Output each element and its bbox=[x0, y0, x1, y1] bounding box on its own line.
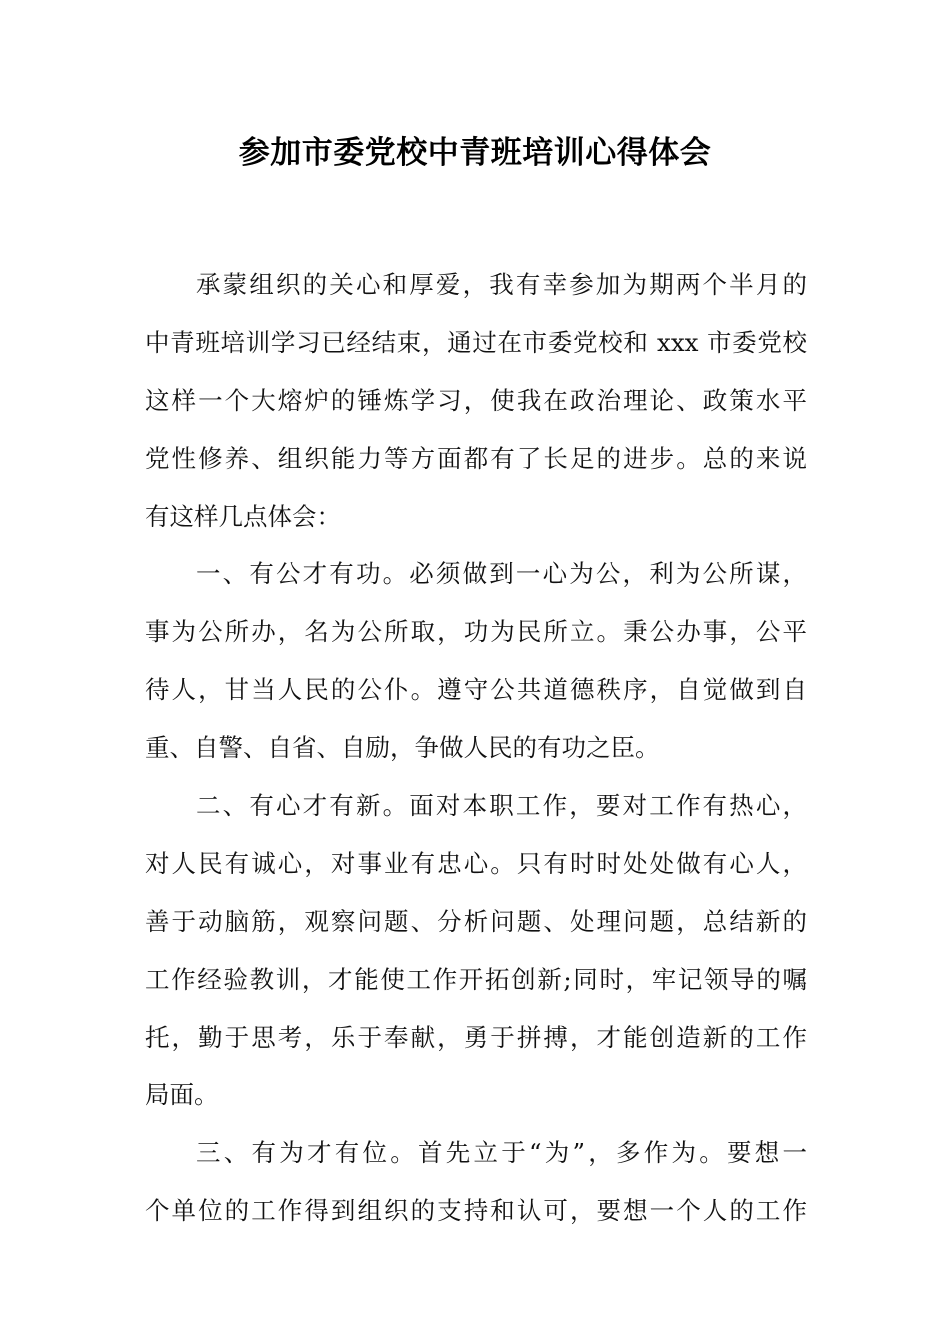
document-title: 参加市委党校中青班培训心得体会 bbox=[238, 135, 712, 171]
text-line: 托，勤于思考，乐于奉献，勇于拼搏，才能创造新的工作 bbox=[145, 1022, 807, 1052]
text-line: 承蒙组织的关心和厚爱，我有幸参加为期两个半月的 bbox=[196, 270, 807, 299]
document-body bbox=[145, 256, 807, 1240]
text-line: 重、自警、自省、自励，争做人民的有功之臣。 bbox=[145, 733, 660, 763]
text-line: 一、有公才有功。必须做到一心为公，利为公所谋， bbox=[196, 559, 807, 589]
text-line: 这样一个大熔炉的锤炼学习，使我在政治理论、政策水平 bbox=[145, 385, 807, 415]
text-line: 待人，甘当人民的公仆。遵守公共道德秩序，自觉做到自 bbox=[145, 675, 807, 705]
text-line: 善于动脑筋，观察问题、分析问题、处理问题，总结新的 bbox=[145, 906, 807, 936]
text-line: 工作经验教训，才能使工作开拓创新;同时，牢记领导的嘱 bbox=[145, 964, 807, 994]
text-line: 二、有心才有新。面对本职工作，要对工作有热心， bbox=[196, 791, 807, 821]
text-line: 三、有为才有位。首先立于“为”，多作为。要想一 bbox=[196, 1138, 807, 1168]
text-line: 党性修养、组织能力等方面都有了长足的进步。总的来说 bbox=[145, 443, 807, 473]
text-line: 有这样几点体会： bbox=[145, 501, 341, 531]
text-line: 中青班培训学习已经结束，通过在市委党校和 xxx 市委党校 bbox=[145, 327, 807, 357]
text-line: 局面。 bbox=[145, 1080, 219, 1110]
text-line: 对人民有诚心，对事业有忠心。只有时时处处做有心人， bbox=[145, 848, 807, 878]
text-line: 事为公所办，名为公所取，功为民所立。秉公办事，公平 bbox=[145, 617, 807, 647]
text-line: 个单位的工作得到组织的支持和认可，要想一个人的工作 bbox=[145, 1196, 807, 1226]
